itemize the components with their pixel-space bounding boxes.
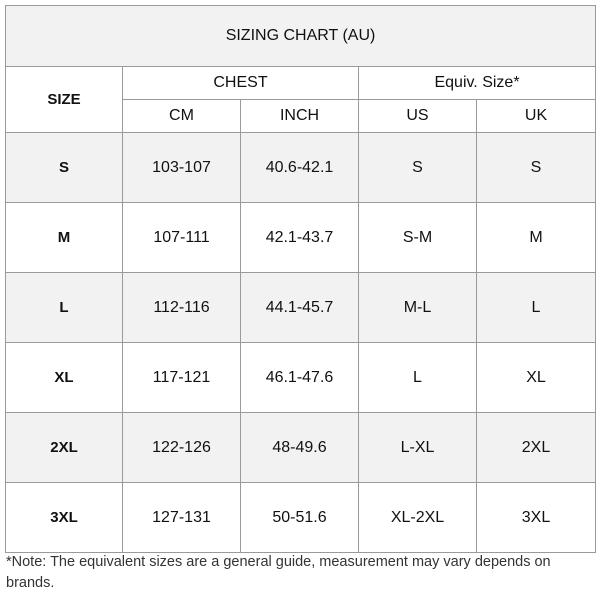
header-chest: CHEST xyxy=(123,67,359,100)
row-inch: 42.1-43.7 xyxy=(241,203,359,273)
header-us: US xyxy=(359,100,477,133)
table-row xyxy=(6,203,596,273)
row-inch: 50-51.6 xyxy=(241,483,359,553)
row-size: L xyxy=(6,273,123,343)
row-size: 3XL xyxy=(6,483,123,553)
row-us: L-XL xyxy=(359,413,477,483)
footnote: *Note: The equivalent sizes are a general guide, measurement may vary depends on brands. xyxy=(6,554,551,591)
row-uk: XL xyxy=(477,343,596,413)
row-us: S-M xyxy=(359,203,477,273)
header-equiv-size: Equiv. Size* xyxy=(359,67,596,100)
row-cm: 127-131 xyxy=(123,483,241,553)
row-uk: 3XL xyxy=(477,483,596,553)
header-cm: CM xyxy=(123,100,241,133)
row-size: 2XL xyxy=(6,413,123,483)
row-size: S xyxy=(6,133,123,203)
header-inch: INCH xyxy=(241,100,359,133)
row-uk: L xyxy=(477,273,596,343)
row-cm: 122-126 xyxy=(123,413,241,483)
row-inch: 46.1-47.6 xyxy=(241,343,359,413)
table-row xyxy=(6,343,596,413)
sizing-chart-table xyxy=(5,5,596,553)
row-us: L xyxy=(359,343,477,413)
table-row xyxy=(6,483,596,553)
table-row xyxy=(6,413,596,483)
row-size: XL xyxy=(6,343,123,413)
table-row xyxy=(6,133,596,203)
row-uk: 2XL xyxy=(477,413,596,483)
row-size: M xyxy=(6,203,123,273)
header-size: SIZE xyxy=(6,67,123,133)
row-cm: 103-107 xyxy=(123,133,241,203)
row-us: XL-2XL xyxy=(359,483,477,553)
row-uk: M xyxy=(477,203,596,273)
row-us: S xyxy=(359,133,477,203)
row-cm: 117-121 xyxy=(123,343,241,413)
chart-title: SIZING CHART (AU) xyxy=(6,6,596,67)
header-uk: UK xyxy=(477,100,596,133)
row-uk: S xyxy=(477,133,596,203)
row-us: M-L xyxy=(359,273,477,343)
row-cm: 112-116 xyxy=(123,273,241,343)
row-inch: 48-49.6 xyxy=(241,413,359,483)
row-inch: 40.6-42.1 xyxy=(241,133,359,203)
row-inch: 44.1-45.7 xyxy=(241,273,359,343)
row-cm: 107-111 xyxy=(123,203,241,273)
table-row xyxy=(6,273,596,343)
